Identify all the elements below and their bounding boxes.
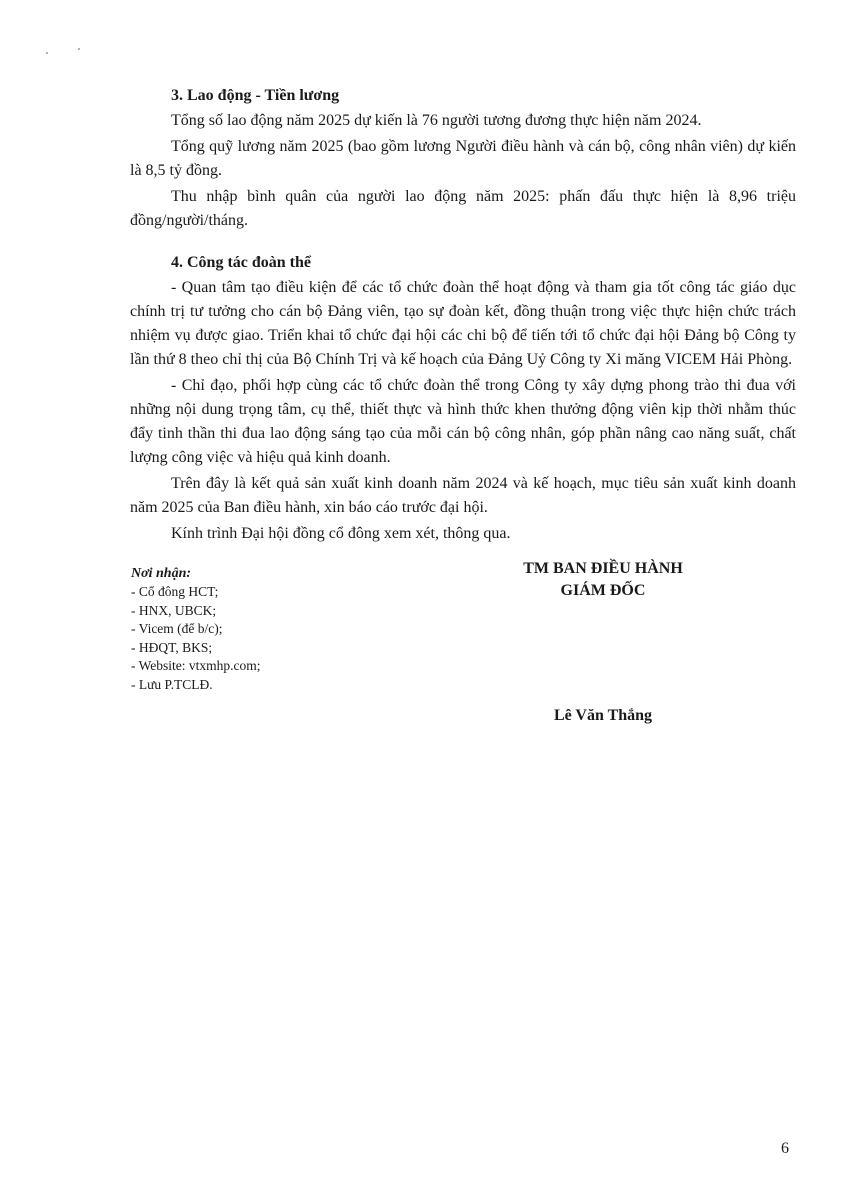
signature-title: TM BAN ĐIỀU HÀNH xyxy=(523,560,683,577)
section-4-paragraph: Kính trình Đại hội đồng cổ đông xem xét, thông qua. xyxy=(171,525,511,542)
page-number: 6 xyxy=(781,1140,789,1157)
recipient-item: - Lưu P.TCLĐ. xyxy=(131,676,213,692)
section-4-paragraph: Trên đây là kết quả sản xuất kinh doanh năm 2024 và kế hoạch, mục tiêu sản xuất kinh doanh năm 2025 của Ban điều hành, xin báo cáo trước đại hội. xyxy=(130,475,796,516)
recipient-item: - HĐQT, BKS; xyxy=(131,639,213,655)
section-3-paragraph: Tổng quỹ lương năm 2025 (bao gồm lương Người điều hành và cán bộ, công nhân viên) dự kiến là 8,5 tỷ đồng. xyxy=(130,138,796,179)
recipients-block xyxy=(131,564,261,694)
scan-speck xyxy=(78,48,80,50)
signature-position: GIÁM ĐỐC xyxy=(560,582,646,599)
recipients-title: Nơi nhận: xyxy=(131,566,192,581)
section-3-heading: 3. Lao động - Tiền lương xyxy=(171,87,340,104)
recipient-item: - Vicem (để b/c); xyxy=(131,621,223,636)
section-4-heading: 4. Công tác đoàn thể xyxy=(171,254,312,271)
section-3-paragraph: Tổng số lao động năm 2025 dự kiến là 76 người tương đương thực hiện năm 2024. xyxy=(171,112,702,129)
document-body xyxy=(130,84,796,548)
recipient-item: - Website: vtxmhp.com; xyxy=(131,658,261,673)
recipient-item: - HNX, UBCK; xyxy=(131,602,217,618)
signature-block xyxy=(440,558,766,602)
section-4-paragraph: - Quan tâm tạo điều kiện để các tổ chức đoàn thể hoạt động và tham gia tốt công tác giáo dục chính trị tư tưởng cho cán bộ Đảng viên, tạo sự đoàn kết, đồng thuận trong việc thực hiện chức trách nhiệm vụ được giao. Triển khai tổ chức đại hội các chi bộ để tiến tới tổ chức đại hội Đảng bộ Công ty lần thứ 8 theo chỉ thị của Bộ Chính Trị và kế hoạch của Đảng Uỷ Công ty Xi măng VICEM Hải Phòng. xyxy=(130,279,796,368)
section-3-paragraph: Thu nhập bình quân của người lao động năm 2025: phấn đấu thực hiện là 8,96 triệu đồng/người/tháng. xyxy=(130,188,796,229)
scan-speck xyxy=(46,52,48,54)
section-gap xyxy=(130,235,796,251)
recipient-item: - Cổ đông HCT; xyxy=(131,584,219,599)
signer-name: Lê Văn Thắng xyxy=(553,707,653,724)
section-4-paragraph: - Chỉ đạo, phối hợp cùng các tổ chức đoàn thể trong Công ty xây dựng phong trào thi đua với những nội dung trọng tâm, cụ thể, thiết thực và hình thức khen thưởng động viên kịp thời nhằm thúc đẩy tinh thần thi đua lao động sáng tạo của mỗi cán bộ công nhân, góp phần nâng cao năng suất, chất lượng công việc và hiệu quả kinh doanh. xyxy=(130,377,796,466)
